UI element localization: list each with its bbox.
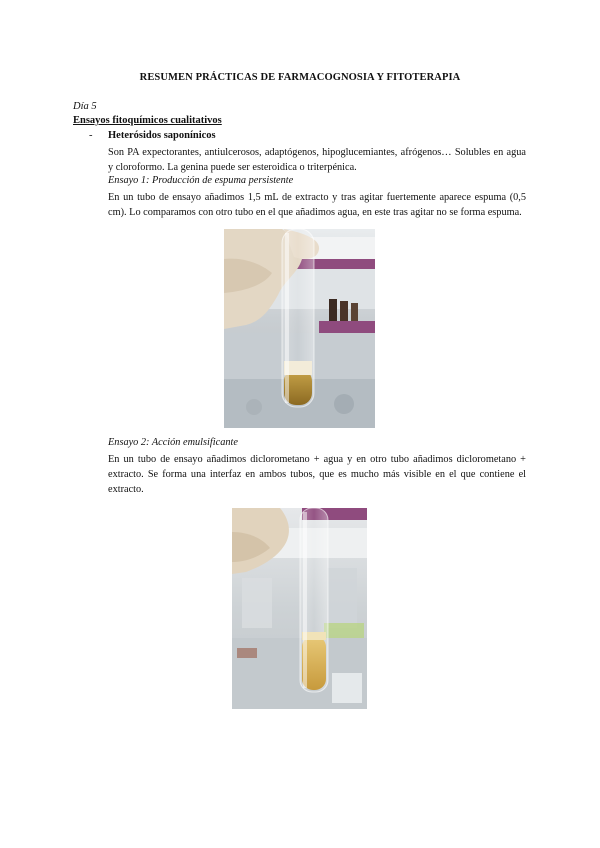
section-heading: Ensayos fitoquímicos cualitativos — [73, 115, 222, 126]
emulsion-test-tube-photo — [232, 508, 367, 709]
ensayo-1-paragraph: En un tubo de ensayo añadimos 1,5 mL de extracto y tras agitar fuertemente aparece espuma (0,5 cm). Lo comparamos con otro tubo en el que añadimos agua, en este tras agitar no se forma espuma. — [108, 192, 526, 218]
intro-paragraph: Son PA expectorantes, antiulcerosos, adaptógenos, hipoglucemiantes, afrógenos… Solubles en agua y cloroformo. La genina puede ser esteroidica o triterpénica. — [108, 147, 526, 173]
document-title: RESUMEN PRÁCTICAS DE FARMACOGNOSIA Y FITOTERAPIA — [139, 72, 461, 83]
foam-test-tube-photo — [224, 229, 375, 428]
bullet-marker: - — [89, 130, 93, 141]
ensayo-1-title: Ensayo 1: Producción de espuma persistente — [108, 175, 294, 186]
ensayo-2-title: Ensayo 2: Acción emulsificante — [108, 437, 238, 448]
bullet-heading: Heterósidos saponínicos — [108, 130, 216, 141]
ensayo-2-paragraph: En un tubo de ensayo añadimos diclorometano + agua y en otro tubo añadimos diclorometano + extracto. Se forma una interfaz en ambos tubos, que es mucho más visible en el que contiene el extracto. — [108, 454, 526, 495]
day-label: Día 5 — [73, 101, 97, 112]
